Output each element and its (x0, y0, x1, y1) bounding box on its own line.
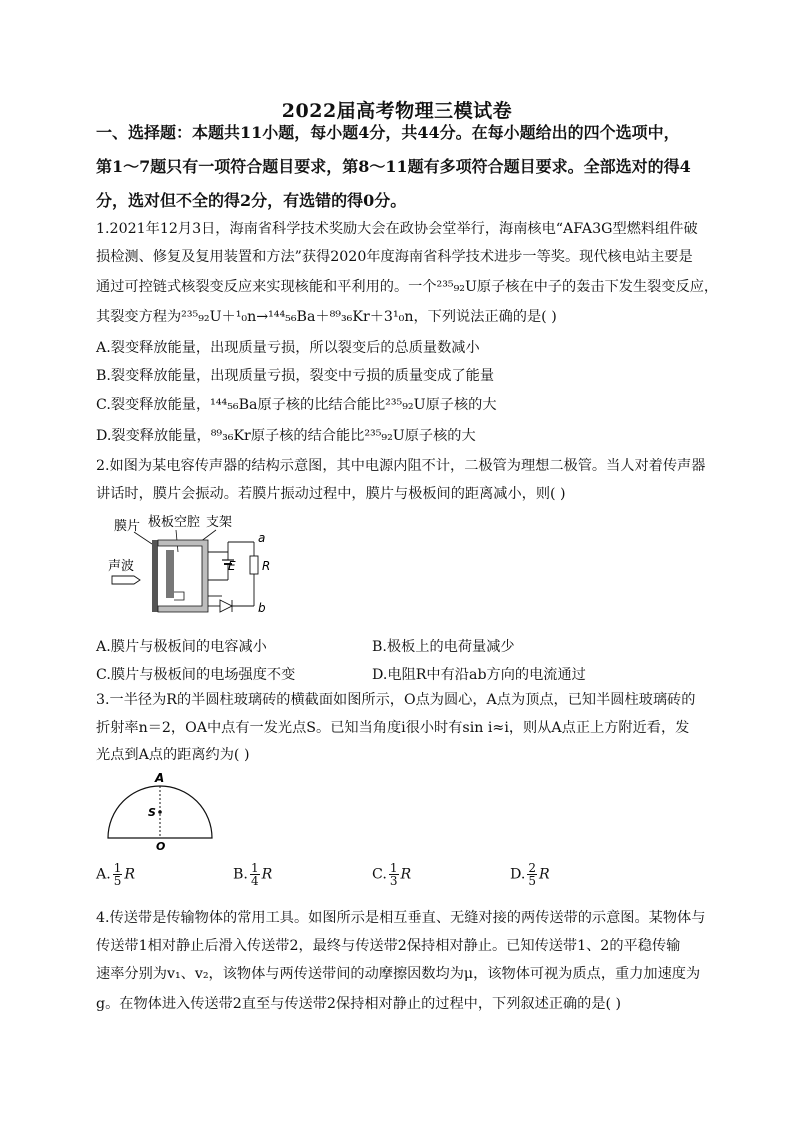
q3-option-b: B. $\frac{1}{4}$ R (233, 861, 273, 888)
q3-option-b-fraction: $\frac{1}{4}$ (250, 861, 259, 888)
fig-label-a: a (258, 531, 266, 545)
fig-label-S: S (148, 806, 156, 819)
q3-option-c-fraction: $\frac{1}{3}$ (389, 861, 398, 888)
section-line-1: 一、选择题：本题共11小题，每小题4分，共44分。在每小题给出的四个选项中， (96, 123, 680, 142)
q2-line-2: 讲话时，膜片会振动。若膜片振动过程中，膜片与极板间的距离减小，则( ) (96, 486, 566, 502)
q1-line-2: 损检测、修复及复用装置和方法”获得2020年度海南省科学技术进步一等奖。现代核电站主要是 (96, 249, 693, 265)
q4-line-2: 传送带1相对静止后滑入传送带2，最终与传送带2保持相对静止。已知传送带1、2的平稳传输 (96, 938, 681, 954)
q1-option-d: D.裂变释放能量，⁸⁹₃₆Kr原子核的结合能比²³⁵₉₂U原子核的大 (96, 428, 476, 444)
section-line-2: 第1～7题只有一项符合题目要求，第8～11题有多项符合题目要求。全部选对的得4 (96, 157, 691, 176)
q2-option-a: A.膜片与极板间的电容减小 (96, 639, 267, 655)
q3-option-d-fraction: $\frac{2}{5}$ (528, 861, 537, 888)
microphone-circuit-figure (104, 512, 284, 624)
fig-label-R: R (262, 559, 271, 573)
q1-option-c: C.裂变释放能量，¹⁴⁴₅₆Ba原子核的比结合能比²³⁵₉₂U原子核的大 (96, 397, 497, 413)
q3-line-3: 光点到A点的距离约为( ) (96, 747, 250, 763)
q3-option-d-label: D. (510, 866, 526, 883)
q1-line-1: 1.2021年12月3日，海南省科学技术奖励大会在政协会堂举行，海南核电“AFA3G型燃料组件破 (96, 221, 698, 237)
fig-label-sound: 声波 (108, 559, 135, 574)
q1-option-a: A.裂变释放能量，出现质量亏损，所以裂变后的总质量数减小 (96, 340, 480, 356)
section-header (96, 116, 716, 218)
q3-option-a-fraction: $\frac{1}{5}$ (113, 861, 122, 888)
q2-option-b: B.极板上的电荷量减少 (372, 639, 515, 655)
q3-option-b-label: B. (233, 866, 248, 883)
q3-option-a-label: A. (96, 866, 111, 883)
fig-label-A: A (155, 771, 165, 785)
fig-label-b: b (258, 601, 266, 615)
q2-option-c: C.膜片与极板间的电场强度不变 (96, 667, 296, 683)
q4-line-3: 速率分别为v₁、v₂，该物体与两传送带间的动摩擦因数均为μ，该物体可视为质点，重力加速度为 (96, 966, 701, 982)
q3-line-1: 3.一半径为R的半圆柱玻璃砖的横截面如图所示，O点为圆心，A点为顶点，已知半圆柱玻璃砖的 (96, 692, 696, 708)
q3-option-c-label: C. (372, 866, 387, 883)
q4-line-4: g。在物体进入传送带2直至与传送带2保持相对静止的过程中，下列叙述正确的是( ) (96, 996, 622, 1012)
q4-line-1: 4.传送带是传输物体的常用工具。如图所示是相互垂直、无缝对接的两传送带的示意图。某物体与 (96, 910, 706, 926)
fig-label-plate-cavity: 极板空腔 (148, 515, 201, 530)
fig-label-membrane: 膜片 (114, 519, 141, 534)
q1-line-4: 其裂变方程为²³⁵₉₂U＋¹₀n→¹⁴⁴₅₆Ba＋⁸⁹₃₆Kr＋3¹₀n，下列说法正确的是( ) (96, 309, 557, 325)
q3-option-c: C. $\frac{1}{3}$ R (372, 861, 412, 888)
fig-label-O: O (156, 840, 166, 852)
q1-line-3: 通过可控链式核裂变反应来实现核能和平利用的。一个²³⁵₉₂U原子核在中子的轰击下发生裂变反应， (96, 279, 719, 295)
q3-option-d: D. $\frac{2}{5}$ R (510, 861, 550, 888)
fig-label-bracket: 支架 (206, 515, 233, 530)
q2-option-d: D.电阻R中有沿ab方向的电流通过 (372, 667, 586, 683)
semicircle-figure (100, 770, 220, 852)
q2-line-1: 2.如图为某电容传声器的结构示意图，其中电源内阻不计，二极管为理想二极管。当人对着传声器 (96, 458, 706, 474)
section-line-3: 分，选对但不全的得2分，有选错的得0分。 (96, 191, 407, 210)
q3-option-a: A. $\frac{1}{5}$ R (96, 861, 136, 888)
exam-title: 2022届高考物理三模试卷 (281, 100, 513, 122)
fig-label-E: E (228, 559, 236, 573)
q3-line-2: 折射率n＝2，OA中点有一发光点S。已知当角度i很小时有sin i≈i，则从A点正上方附近看，发 (96, 720, 690, 736)
q1-option-b: B.裂变释放能量，出现质量亏损，裂变中亏损的质量变成了能量 (96, 368, 495, 384)
